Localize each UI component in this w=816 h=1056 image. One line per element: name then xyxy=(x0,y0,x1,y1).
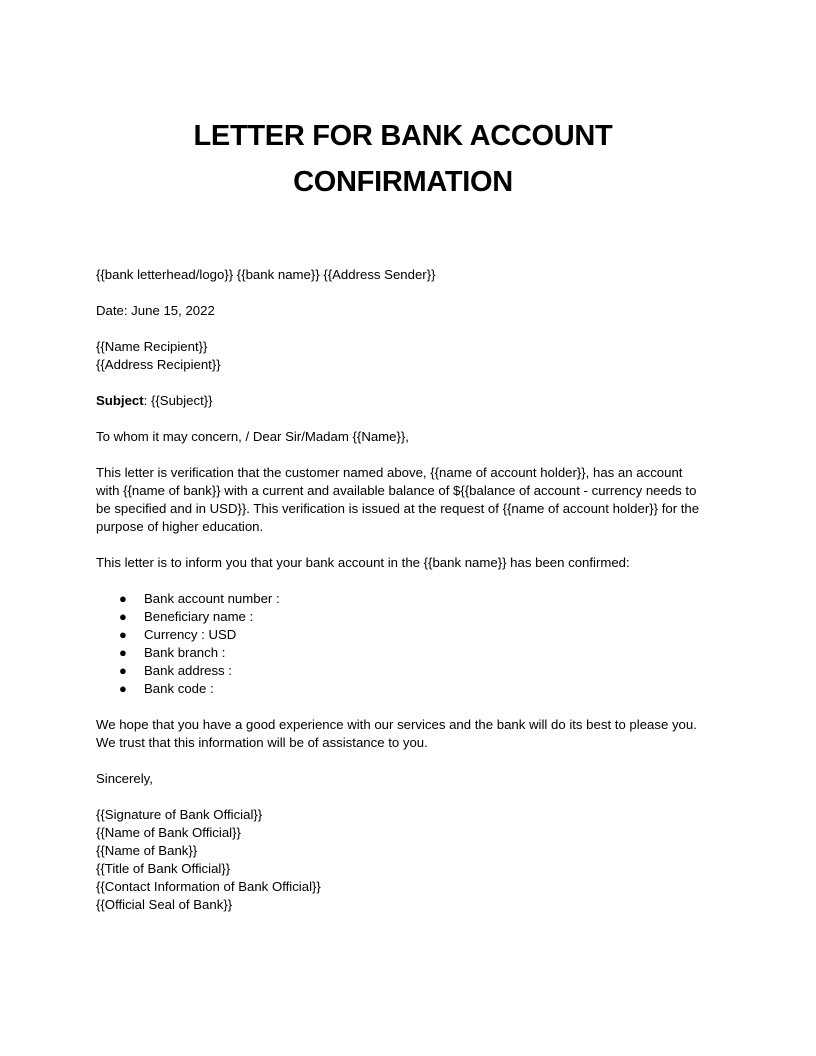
paragraph-line: This letter is verification that the customer named above, {{name of account holder}}, has an account xyxy=(96,465,683,480)
bullet-icon: ● xyxy=(119,645,127,660)
letter-body xyxy=(96,266,720,914)
paragraph-verification xyxy=(96,464,720,536)
list-item-text: Bank branch : xyxy=(144,645,226,660)
list-item-text: Bank code : xyxy=(144,681,214,696)
closing-sincerely: Sincerely, xyxy=(96,771,153,786)
title-line-1: LETTER FOR BANK ACCOUNT xyxy=(193,120,613,152)
list-item-text: Bank address : xyxy=(144,663,232,678)
recipient-address: {{Address Recipient}} xyxy=(96,357,221,372)
account-details-list xyxy=(96,590,720,698)
signature-line: {{Title of Bank Official}} xyxy=(96,861,231,876)
sender-header-line: {{bank letterhead/logo}} {{bank name}} {{Address Sender}} xyxy=(96,267,436,282)
bullet-icon: ● xyxy=(119,591,127,606)
letter-date: Date: June 15, 2022 xyxy=(96,303,215,318)
bullet-icon: ● xyxy=(119,663,127,678)
signature-line: {{Contact Information of Bank Official}} xyxy=(96,879,321,894)
paragraph-line: We trust that this information will be of assistance to you. xyxy=(96,735,428,750)
list-item-text: Currency : USD xyxy=(144,627,237,642)
list-item xyxy=(96,590,720,608)
paragraph-confirmation: This letter is to inform you that your bank account in the {{bank name}} has been confirmed: xyxy=(96,555,630,570)
salutation: To whom it may concern, / Dear Sir/Madam {{Name}}, xyxy=(96,429,409,444)
signature-block xyxy=(96,806,720,914)
paragraph-line: with {{name of bank}} with a current and available balance of ${{balance of account - currency needs to xyxy=(96,483,697,498)
list-item-text: Bank account number : xyxy=(144,591,280,606)
list-item xyxy=(96,626,720,644)
subject-value: : {{Subject}} xyxy=(143,393,213,408)
bullet-icon: ● xyxy=(119,609,127,624)
bullet-icon: ● xyxy=(119,627,127,642)
bullet-icon: ● xyxy=(119,681,127,696)
document-title xyxy=(150,113,656,205)
recipient-name: {{Name Recipient}} xyxy=(96,339,208,354)
list-item xyxy=(96,662,720,680)
subject-line xyxy=(96,392,720,410)
title-line-2: CONFIRMATION xyxy=(293,166,513,198)
subject-label: Subject xyxy=(96,393,144,408)
signature-line: {{Official Seal of Bank}} xyxy=(96,897,233,912)
paragraph-closing xyxy=(96,716,720,752)
list-item-text: Beneficiary name : xyxy=(144,609,254,624)
list-item xyxy=(96,644,720,662)
paragraph-line: purpose of higher education. xyxy=(96,519,264,534)
paragraph-line: We hope that you have a good experience with our services and the bank will do its best to please you. xyxy=(96,717,697,732)
list-item xyxy=(96,680,720,698)
list-item xyxy=(96,608,720,626)
signature-line: {{Name of Bank Official}} xyxy=(96,825,241,840)
signature-line: {{Name of Bank}} xyxy=(96,843,198,858)
paragraph-line: be specified and in USD}}. This verification is issued at the request of {{name of account holder}} for the xyxy=(96,501,700,516)
signature-line: {{Signature of Bank Official}} xyxy=(96,807,263,822)
